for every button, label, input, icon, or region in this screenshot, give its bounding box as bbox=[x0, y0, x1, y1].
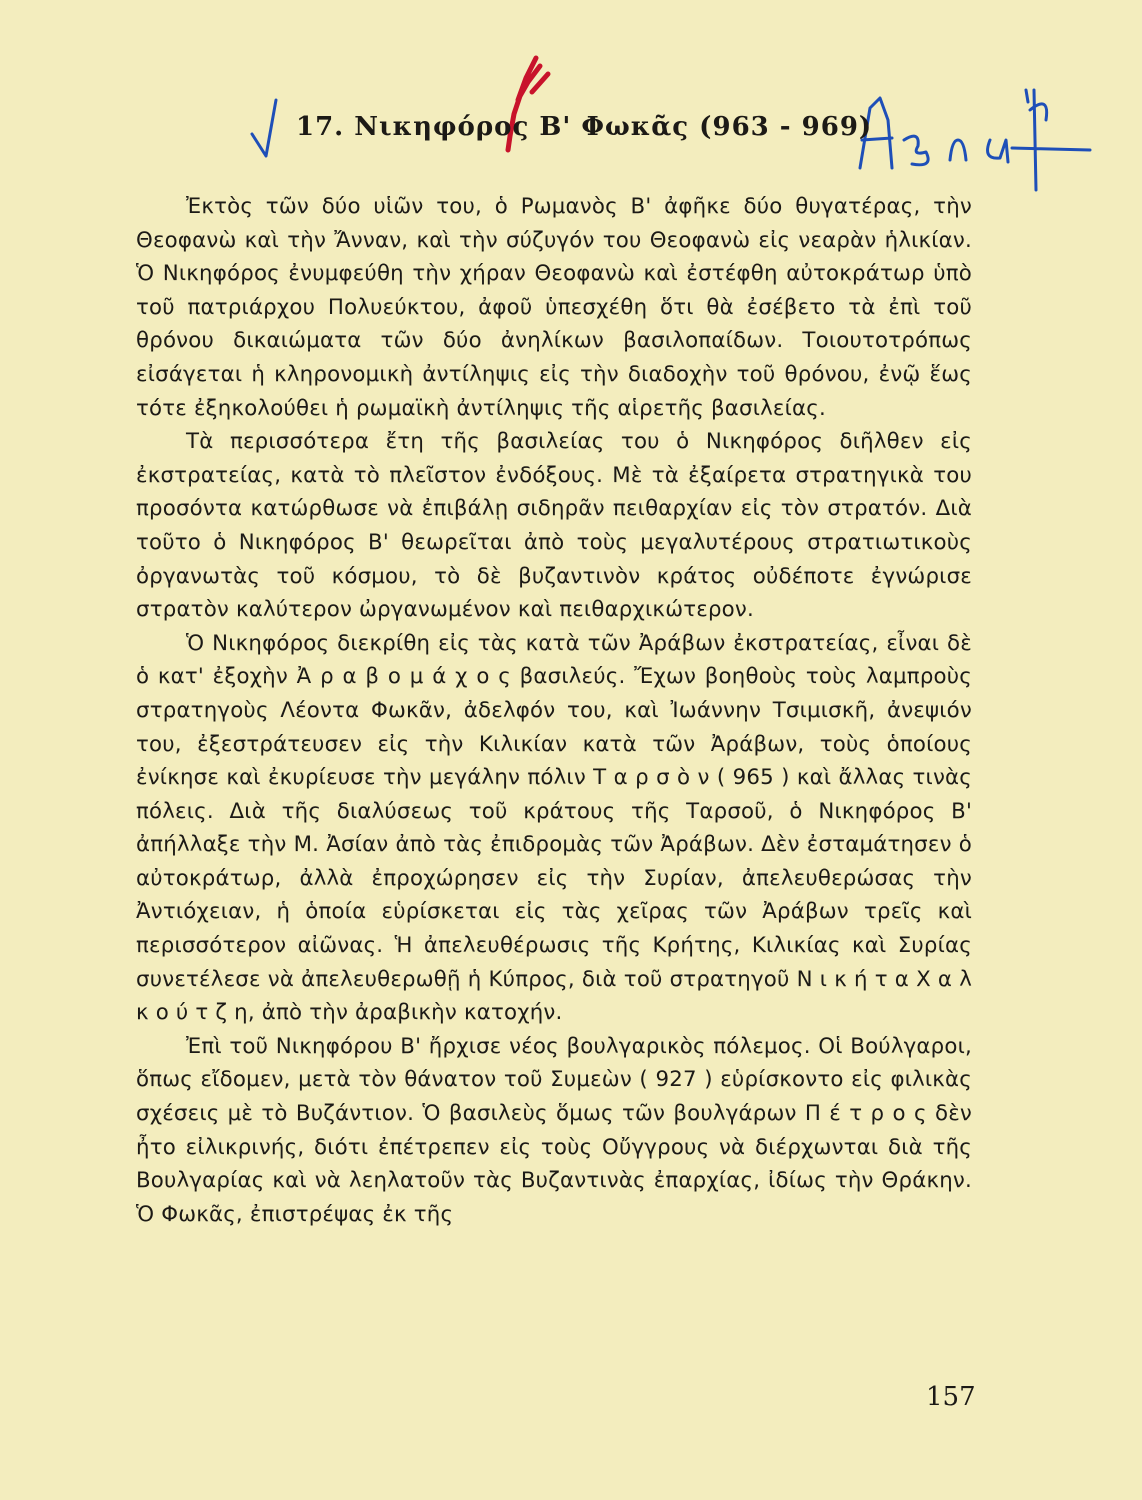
body-text bbox=[136, 190, 972, 1231]
checkmark-icon bbox=[252, 100, 276, 156]
chapter-heading: 17. Νικηφόρος Β' Φωκᾶς (963 - 969) bbox=[296, 112, 873, 142]
paragraph: Ἐπὶ τοῦ Νικηφόρου Β' ἤρχισε νέος βουλγαρικὸς πόλεμος. Οἱ Βούλγαροι, ὅπως εἴδομεν, μετὰ τὸν θάνατον τοῦ Συμεὼν ( 927 ) εὑρίσκοντο εἰς φιλικὰς σχέσεις μὲ τὸ Βυζάντιον. Ὁ βασιλεὺς ὅμως τῶν βουλγάρων Π έ τ ρ ο ς δὲν ἦτο εἰλικρινής, διότι ἐπέτρεπεν εἰς τοὺς Οὔγγρους νὰ διέρχωνται διὰ τῆς Βουλγαρίας καὶ νὰ λεηλατοῦν τὰς Βυζαντινὰς ἐπαρχίας, ἰδίως τὴν Θράκην. Ὁ Φωκᾶς, ἐπιστρέψας ἐκ τῆς bbox=[136, 1033, 972, 1227]
handwritten-note-icon bbox=[860, 90, 1090, 190]
paragraph: Ἐκτὸς τῶν δύο υἱῶν του, ὁ Ρωμανὸς Β' ἀφῆκε δύο θυγατέρας, τὴν Θεοφανὼ καὶ τὴν Ἄνναν, καὶ τὴν σύζυγόν του Θεοφανὼ εἰς νεαρὰν ἡλικίαν. Ὁ Νικηφόρος ἐνυμφεύθη τὴν χήραν Θεοφανὼ καὶ ἐστέφθη αὐτοκράτωρ ὑπὸ τοῦ πατριάρχου Πολυεύκτου, ἀφοῦ ὑπεσχέθη ὅτι θὰ ἐσέβετο τὰ ἐπὶ τοῦ θρόνου δικαιώματα τῶν δύο ἀνηλίκων βασιλοπαίδων. Τοιουτοτρόπως εἰσάγεται ἡ κληρονομικὴ ἀντίληψις εἰς τὴν διαδοχὴν τοῦ θρόνου, ἐνῷ ἕως τότε ἐξηκολούθει ἡ ρωμαϊκὴ ἀντίληψις τῆς αἱρετῆς βασιλείας. bbox=[136, 194, 972, 421]
page-number: 157 bbox=[926, 1382, 976, 1412]
paragraph: Τὰ περισσότερα ἔτη τῆς βασιλείας του ὁ Νικηφόρος διῆλθεν εἰς ἐκστρατείας, κατὰ τὸ πλεῖστον ἐνδόξους. Μὲ τὰ ἐξαίρετα στρατηγικὰ του προσόντα κατώρθωσε νὰ ἐπιβάλῃ σιδηρᾶν πειθαρχίαν εἰς τὸν στρατόν. Διὰ τοῦτο ὁ Νικηφόρος Β' θεωρεῖται ἀπὸ τοὺς μεγαλυτέρους στρατιωτικοὺς ὀργανωτὰς τοῦ κόσμου, τὸ δὲ βυζαντινὸν κράτος οὐδέποτε ἐγνώρισε στρατὸν καλύτερον ὠργανωμένον καὶ πειθαρχικώτερον. bbox=[136, 429, 972, 623]
paragraph: Ὁ Νικηφόρος διεκρίθη εἰς τὰς κατὰ τῶν Ἀράβων ἐκστρατείας, εἶναι δὲ ὁ κατ' ἐξοχὴν Ἀ ρ α β ο μ ά χ ο ς βασιλεύς. Ἔχων βοηθοὺς τοὺς λαμπροὺς στρατηγοὺς Λέοντα Φωκᾶν, ἀδελφόν του, καὶ Ἰωάννην Τσιμισκῆ, ἀνεψιόν του, ἐξεστράτευσεν εἰς τὴν Κιλικίαν κατὰ τῶν Ἀράβων, τοὺς ὁποίους ἐνίκησε καὶ ἐκυρίευσε τὴν μεγάλην πόλιν Τ α ρ σ ὸ ν ( 965 ) καὶ ἄλλας τινὰς πόλεις. Διὰ τῆς διαλύσεως τοῦ κράτους τῆς Ταρσοῦ, ὁ Νικηφόρος Β' ἀπήλλαξε τὴν Μ. Ἀσίαν ἀπὸ τὰς ἐπιδρομὰς τῶν Ἀράβων. Δὲν ἐσταμάτησεν ὁ αὐτοκράτωρ, ἀλλὰ ἐπροχώρησεν εἰς τὴν Συρίαν, ἀπελευθερώσας τὴν Ἀντιόχειαν, ἡ ὁποία εὑρίσκεται εἰς τὰς χεῖρας τῶν Ἀράβων τρεῖς καὶ περισσότερον αἰῶνας. Ἡ ἀπελευθέρωσις τῆς Κρήτης, Κιλικίας καὶ Συρίας συνετέλεσε νὰ ἀπελευθερωθῇ ἡ Κύπρος, διὰ τοῦ στρατηγοῦ Ν ι κ ή τ α Χ α λ κ ο ύ τ ζ η, ἀπὸ τὴν ἀραβικὴν κατοχήν. bbox=[136, 630, 972, 1026]
